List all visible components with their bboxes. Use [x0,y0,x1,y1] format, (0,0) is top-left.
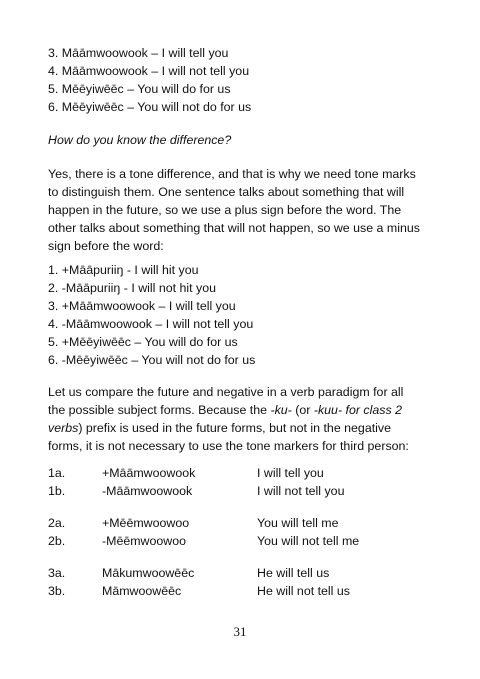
prefix-text: -ku- [270,403,292,417]
row-number: 2a. [48,516,66,530]
paragraph-line: Yes, there is a tone difference, and that is why we need tone marks [48,167,416,181]
row-word: Mākumwoowēēc [102,566,195,580]
question-heading: How do you know the difference? [48,133,232,147]
list-item: 5. +Mēēyiwēēc – You will do for us [48,335,238,349]
paradigm-row [48,582,448,600]
paradigm-row [48,514,448,532]
row-gloss: I will not tell you [257,484,345,498]
paragraph-line [48,419,391,437]
row-word: +Mēēmwoowoo [102,516,190,530]
row-word: -Mēēmwoowoo [102,534,187,548]
paragraph-line: sign before the word: [48,239,164,253]
list-item: 6. Mēēyiwēēc – You will not do for us [48,100,252,114]
page-number: 31 [233,624,247,639]
row-number: 1b. [48,484,66,498]
list-item: 1. +Māāpuriiŋ - I will hit you [48,263,199,277]
paragraph-text: (or [291,403,314,417]
row-word: +Māāmwoowook [102,466,196,480]
row-word: Māmwoowēēc [102,584,182,598]
prefix-text: -kuu- for class 2 [313,403,402,417]
paradigm-row [48,482,448,500]
paragraph-line: Let us compare the future and negative in a verb paradigm for all [48,385,404,399]
row-gloss: You will not tell me [257,534,360,548]
paragraph-line [48,401,402,419]
list-item: 3. +Māāmwoowook – I will tell you [48,299,236,313]
list-item: 2. -Māāpuriiŋ - I will not hit you [48,281,217,295]
paragraph-text: verbs [48,421,79,435]
paragraph-text: ) prefix is used in the future forms, but not in the negative [78,421,392,435]
paragraph-text: the possible subject forms. Because the [48,403,271,417]
row-number: 3b. [48,584,66,598]
list-item: 4. Māāmwoowook – I will not tell you [48,64,250,78]
paragraph-line: happen in the future, so we use a plus sign before the word. The [48,203,402,217]
list-item: 3. Māāmwoowook – I will tell you [48,46,229,60]
paragraph-line: to distinguish them. One sentence talks about something that will [48,185,405,199]
row-gloss: I will tell you [257,466,324,480]
paragraph-line: other talks about something that will not happen, so we use a minus [48,221,420,235]
paradigm-row [48,464,448,482]
list-item: 5. Mēēyiwēēc – You will do for us [48,82,231,96]
row-number: 3a. [48,566,66,580]
list-item: 4. -Māāmwoowook – I will not tell you [48,317,254,331]
row-gloss: He will tell us [257,566,330,580]
list-item: 6. -Mēēyiwēēc – You will not do for us [48,353,256,367]
row-number: 1a. [48,466,66,480]
paragraph-line: forms, it is not necessary to use the tone markers for third person: [48,439,409,453]
row-gloss: He will not tell us [257,584,350,598]
row-word: -Māāmwoowook [102,484,193,498]
row-gloss: You will tell me [257,516,339,530]
paradigm-row [48,532,448,550]
paradigm-row [48,564,448,582]
row-number: 2b. [48,534,66,548]
